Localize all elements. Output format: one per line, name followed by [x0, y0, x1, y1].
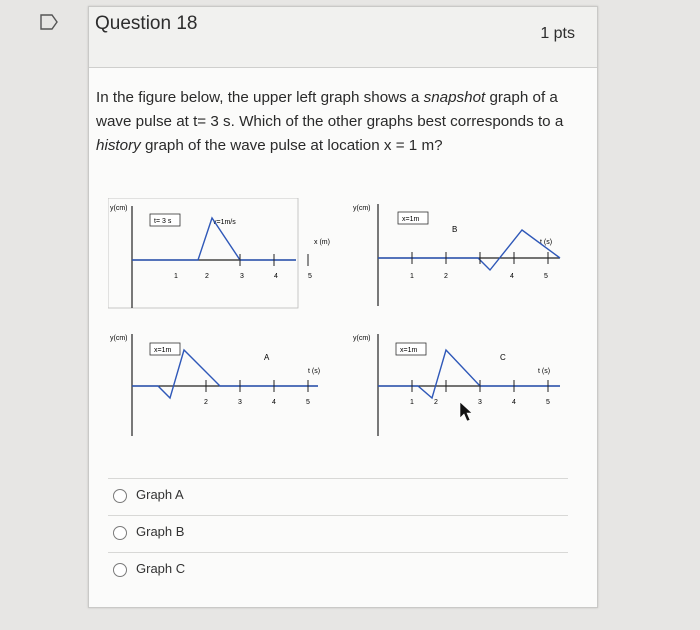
- bookmark-icon[interactable]: [40, 14, 58, 30]
- answer-option-c[interactable]: [108, 552, 568, 589]
- graph-b-xlabel: t (s): [540, 239, 553, 246]
- radio-button[interactable]: [113, 489, 127, 503]
- snapshot-time-box: t= 3 s: [154, 218, 172, 225]
- graph-c-tick: 5: [546, 399, 550, 406]
- question-header: [89, 7, 597, 68]
- graph-b-tick: 1: [410, 273, 414, 280]
- radio-button[interactable]: [113, 563, 127, 577]
- graph-b-box: x=1m: [402, 216, 420, 223]
- snapshot-speed-label: v=1m/s: [213, 219, 236, 226]
- snapshot-graph: [108, 198, 330, 308]
- radio-button[interactable]: [113, 526, 127, 540]
- graph-a-ylabel: y(cm): [110, 335, 128, 342]
- answer-option-a[interactable]: [108, 478, 568, 515]
- graph-a-tick: 4: [272, 399, 276, 406]
- answer-label: Graph B: [136, 524, 185, 539]
- question-text-part: In the figure below, the upper left graph shows a: [96, 89, 424, 106]
- question-text-part: graph of the wave pulse at location x = 1 m?: [140, 137, 443, 154]
- snapshot-tick: 1: [174, 273, 178, 280]
- question-text-part: graph of a wave pulse at t= 3 s. Which of the other graphs best corresponds to a: [96, 89, 564, 130]
- question-text-emphasis: history: [96, 137, 141, 154]
- question-text-emphasis: snapshot: [423, 89, 486, 106]
- snapshot-tick: 3: [240, 273, 244, 280]
- graph-c-xlabel: t (s): [538, 368, 551, 375]
- graph-a: [110, 334, 320, 436]
- answer-option-b[interactable]: [108, 515, 568, 552]
- graph-c: [353, 334, 560, 436]
- snapshot-tick: 4: [274, 273, 278, 280]
- question-text: [96, 86, 576, 158]
- snapshot-tick: 2: [205, 273, 209, 280]
- graph-b-tick: 2: [444, 273, 448, 280]
- graph-a-xlabel: t (s): [308, 368, 321, 375]
- answer-list: [108, 478, 568, 589]
- answer-label: Graph A: [136, 487, 184, 502]
- graph-c-ylabel: y(cm): [353, 335, 371, 342]
- answer-label: Graph C: [136, 561, 186, 576]
- graph-a-tick: 2: [204, 399, 208, 406]
- graph-b-pulse: [378, 230, 560, 270]
- snapshot-tick: 5: [308, 273, 312, 280]
- graph-a-box: x=1m: [154, 347, 172, 354]
- graph-a-letter: A: [264, 353, 270, 362]
- graph-c-pulse: [378, 350, 560, 398]
- graph-c-tick: 1: [410, 399, 414, 406]
- graph-c-box: x=1m: [400, 347, 418, 354]
- graph-b: [353, 204, 560, 306]
- graph-b-tick: 4: [510, 273, 514, 280]
- graph-c-letter: C: [500, 353, 506, 362]
- graph-b-ylabel: y(cm): [353, 205, 371, 212]
- question-title: Question 18: [95, 13, 198, 34]
- graph-c-tick: 4: [512, 399, 516, 406]
- snapshot-ylabel: y(cm): [110, 205, 128, 212]
- graph-c-tick: 3: [478, 399, 482, 406]
- graph-c-tick: 2: [434, 399, 438, 406]
- question-points: 1 pts: [540, 25, 575, 42]
- graph-b-tick: 5: [544, 273, 548, 280]
- mouse-cursor-icon: [460, 402, 472, 421]
- graph-a-tick: 3: [238, 399, 242, 406]
- graph-a-tick: 5: [306, 399, 310, 406]
- wave-figure: [108, 198, 578, 438]
- graph-a-pulse: [132, 350, 321, 398]
- snapshot-xlabel: x (m): [314, 239, 330, 246]
- graph-b-letter: B: [452, 225, 458, 234]
